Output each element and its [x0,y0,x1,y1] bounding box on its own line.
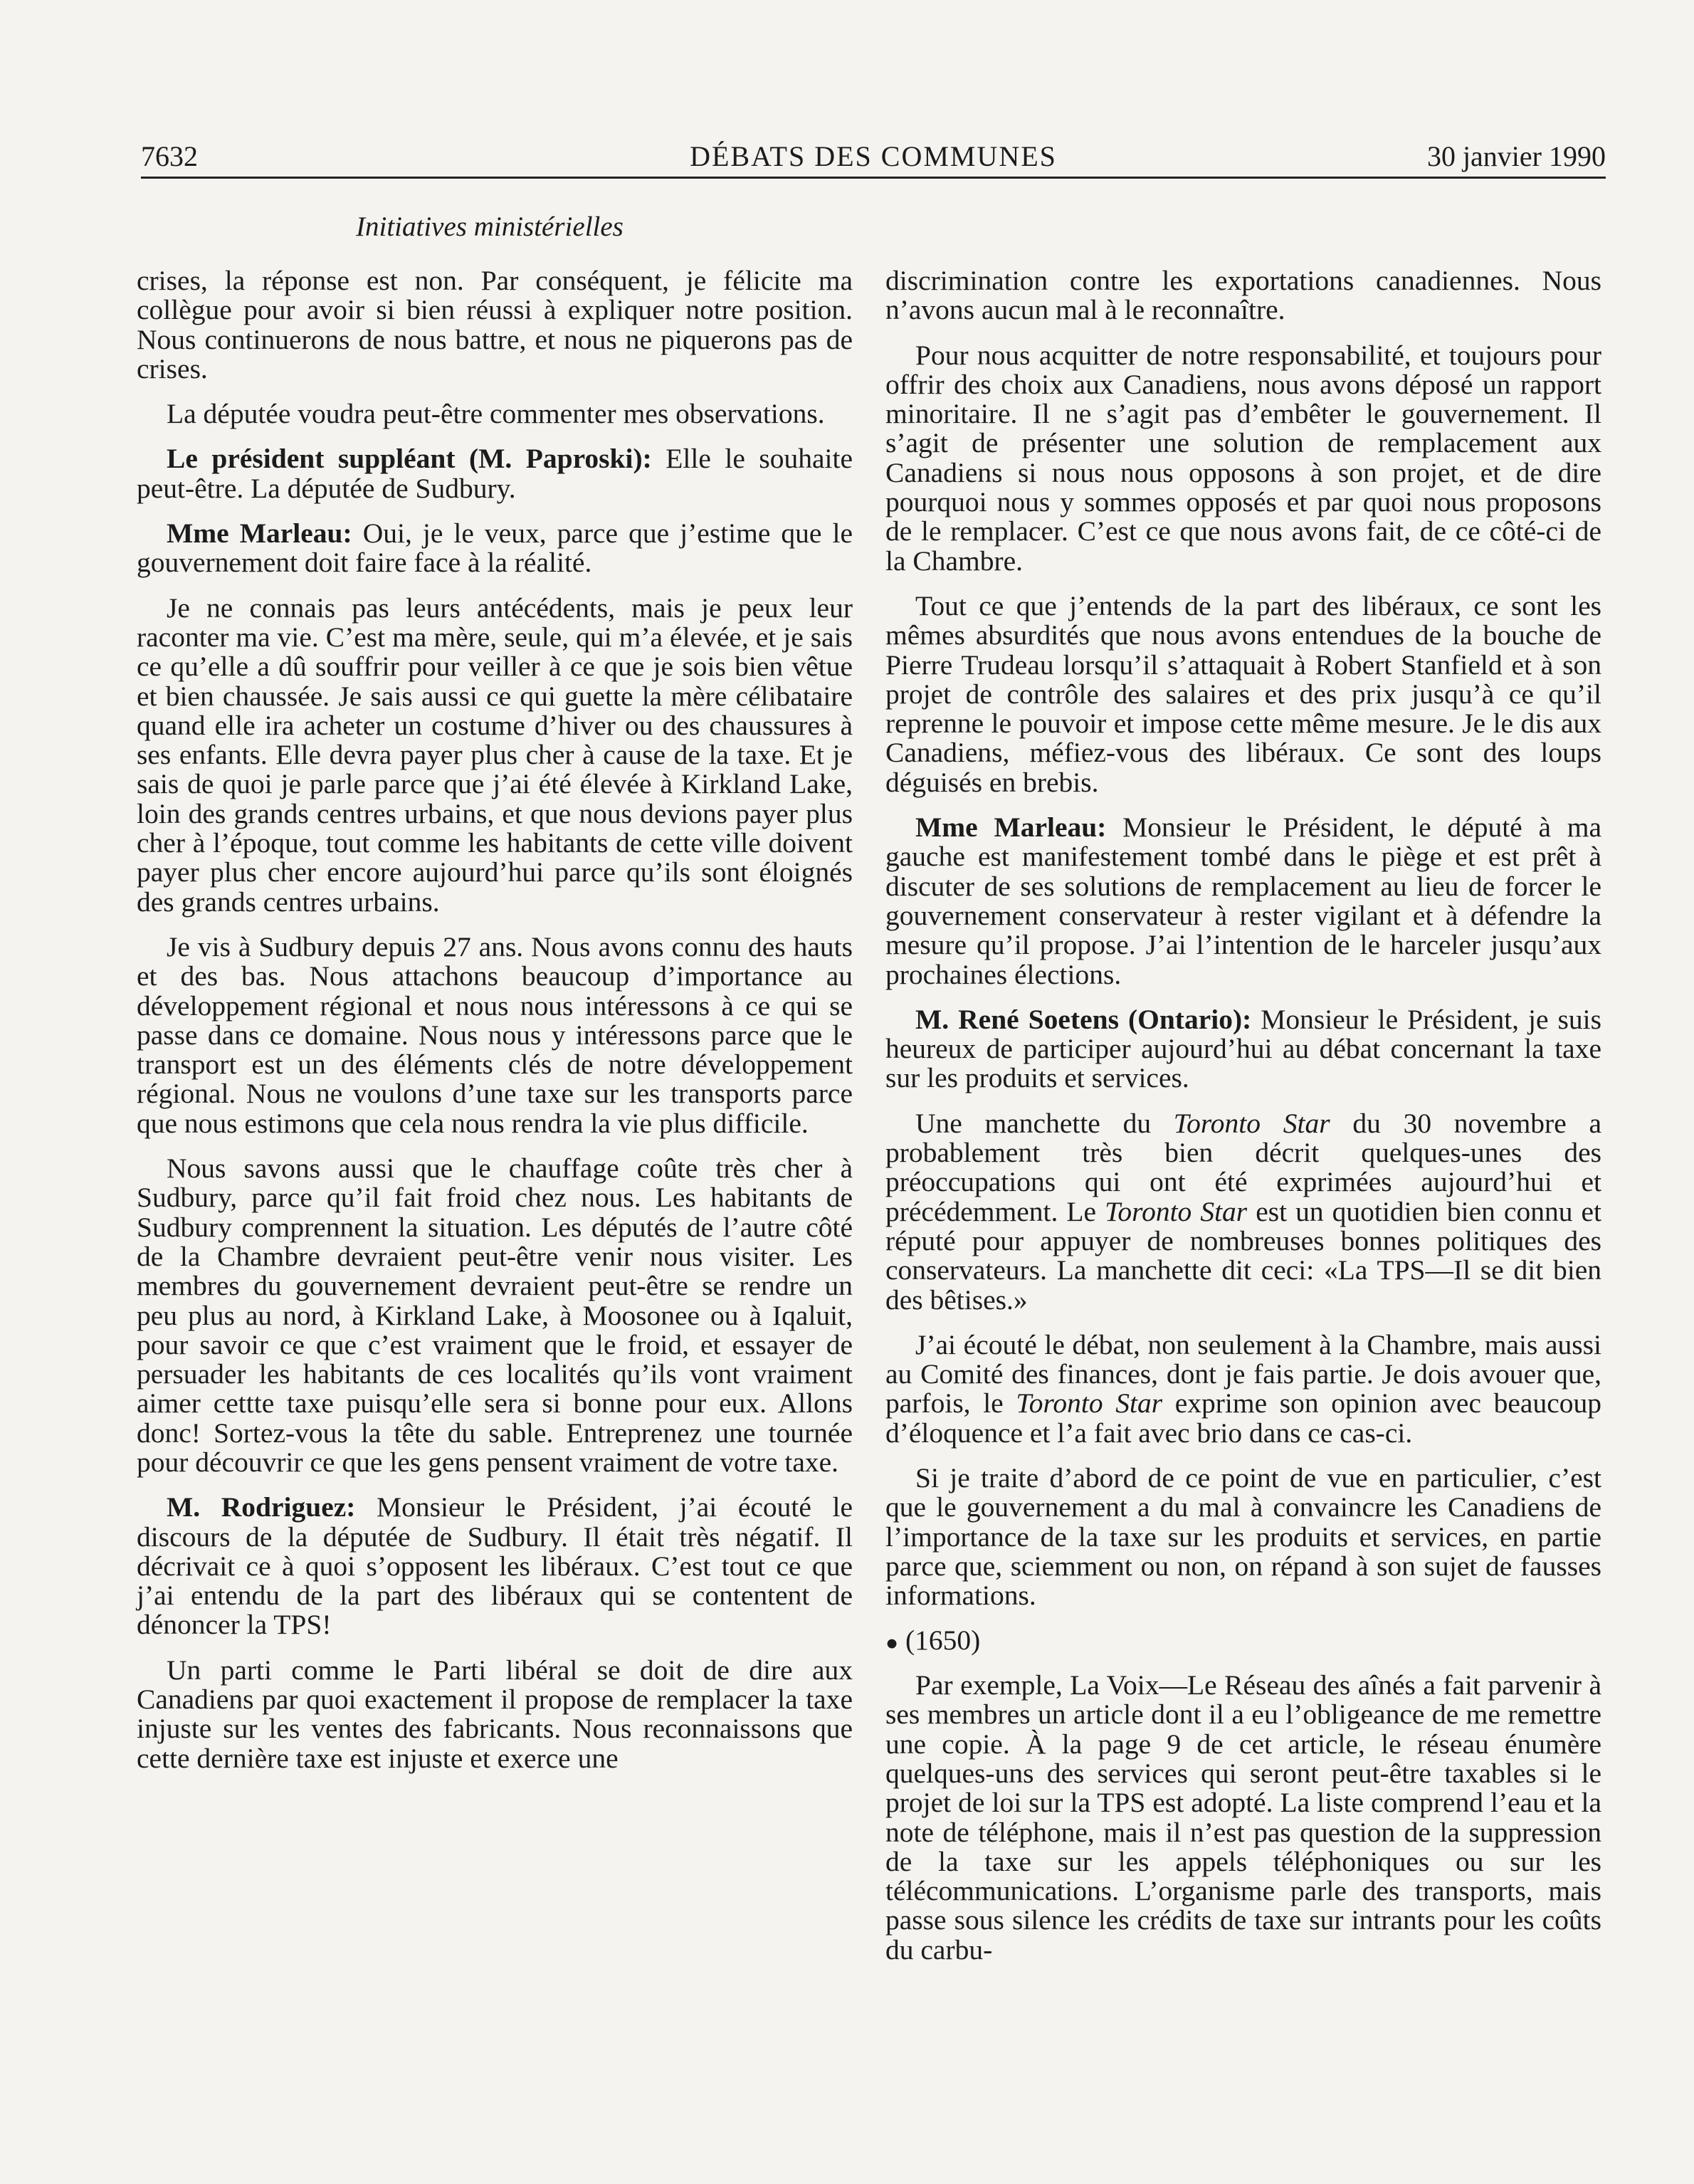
left-column [137,266,853,1789]
section-label: Initiatives ministérielles [356,211,624,242]
speech-text: Monsieur le Président, j’ai écouté le discours de la députée de Sudbury. Il était très négatif. Il décrivait ce à quoi s’opposent les libéraux. C’est tout ce que j’ai entendu de la part des libéraux qui se contentent de dénoncer la TPS! [137,1491,853,1641]
paragraph: Je vis à Sudbury depuis 27 ans. Nous avons connu des hauts et des bas. Nous attachons beaucoup d’importance au développement régional et nous nous intéressons à ce qui se passe dans ce domaine. Nous nous y intéressons parce que le transport est un des éléments clés de notre développement régional. Nous ne voulons d’une taxe sur les transports parce que nous estimons que cela nous rendra la vie plus difficile. [137,930,853,1139]
paragraph: Je ne connais pas leurs antécédents, mais je peux leur raconter ma vie. C’est ma mère, seule, qui m’a élevée, et je sais ce qu’elle a dû souffrir pour veiller à ce que je sois bien vêtue et bien chaussée. Je sais aussi ce qui guette la mère célibataire quand elle ira acheter un costume d’hiver ou des chaussures à ses enfants. Elle devra payer plus cher à cause de la taxe. Et je sais de quoi je parle parce que j’ai été élevée à Kirkland Lake, loin des grands centres urbains, et que nous devions payer plus cher à l’époque, tout comme les habitants de cette ville doivent payer plus cher encore aujourd’hui parce qu’ils sont éloignés des grands centres urbains. [137,592,853,918]
paragraph [885,1109,1601,1315]
speaker-name: M. Rodriguez: [167,1491,356,1523]
paragraph [137,444,853,503]
bullet-icon: ● [885,1631,899,1655]
text-run: J’ai écouté le débat, non seulement à la Chambre, mais aussi au Comité des finances, dont je fais partie. Je dois avouer que, parfois, le [885,1328,1601,1419]
journal-title: DÉBATS DES COMMUNES [690,140,1057,172]
speaker-name: Mme Marleau: [167,518,352,550]
speaker-name: M. René Soetens (Ontario): [915,1003,1252,1035]
paragraph [885,1005,1601,1093]
paragraph: Nous savons aussi que le chauffage coûte très cher à Sudbury, parce qu’il fait froid chez nous. Les habitants de Sudbury comprennent la situation. Les députés de l’autre côté de la Chambre devraient peut-être venir nous visiter. Les membres du gouvernement devraient peut-être se rendre un peu plus au nord, à Kirkland Lake, à Moosonee ou à Iqaluit, pour savoir ce que c’est vraiment que le froid, et essayer de persuader les habitants de ces localités qu’ils vont vraiment aimer cettte taxe puisqu’elle sera si bonne pour eux. Allons donc! Sortez-vous la tête du sable. Entreprenez une tournée pour découvrir ce que les gens pensent vraiment de votre taxe. [137,1153,853,1478]
time-marker-text: (1650) [905,1624,981,1657]
speech-text: Monsieur le Président, je suis heureux de participer aujourd’hui au débat concernant la taxe sur les produits et services. [885,1003,1601,1094]
speaker-name: Mme Marleau: [915,812,1107,844]
speech-text: Elle le souhaite peut-être. La députée de Sudbury. [137,443,853,504]
paragraph: Si je traite d’abord de ce point de vue en particulier, c’est que le gouvernement a du mal à convaincre les Canadiens de l’importance de la taxe sur les produits et services, en partie parce que, sciemment ou non, on répand à son sujet de fausses informations. [885,1461,1601,1612]
newspaper-name: Toronto Star [1173,1107,1330,1139]
text-run: du 30 novembre a probablement très bien décrit quelques-unes des préoccupations qui ont été exprimées aujourd’hui et précédemment. Le [885,1107,1601,1227]
paragraph: discrimination contre les exportations canadiennes. Nous n’avons aucun mal à le reconnaître. [885,265,1601,326]
paragraph: Un parti comme le Parti libéral se doit de dire aux Canadiens par quoi exactement il propose de remplacer la taxe injuste sur les ventes des fabricants. Nous reconnaissons que cette dernière taxe est injuste et exerce une [137,1654,853,1774]
paragraph [137,1493,853,1639]
paragraph [885,1330,1601,1448]
paragraph: Par exemple, La Voix—Le Réseau des aînés a fait parvenir à ses membres un article dont il a eu l’obligeance de me remettre une copie. À la page 9 de cet article, le réseau énumère quelques-uns des services qui seront peut-être taxables si le projet de loi sur la TPS est adopté. La liste comprend l’eau et la note de téléphone, mais il n’est pas question de la suppression de la taxe sur les appels téléphoniques ou sur les télécommunications. L’organisme parle des transports, mais passe sous silence les crédits de taxe sur intrants pour les coûts du carbu- [885,1669,1601,1965]
speaker-name: Le président suppléant (M. Paproski): [167,443,652,475]
paragraph [137,519,853,578]
paragraph: Tout ce que j’entends de la part des libéraux, ce sont les mêmes absurdités que nous avons entendues de la bouche de Pierre Trudeau lorsqu’il s’attaquait à Robert Stanfield et à son projet de contrôle des salaires et des prix jusqu’à ce qu’il reprenne le pouvoir et impose cette même mesure. Je le dis aux Canadiens, méfiez-vous des libéraux. Ce sont des loups déguisés en brebis. [885,589,1601,798]
text-run: Une manchette du [915,1107,1174,1139]
paragraph [885,813,1601,989]
header-date: 30 janvier 1990 [1426,140,1606,172]
page-header [141,134,1606,179]
paragraph: Pour nous acquitter de notre responsabilité, et toujours pour offrir des choix aux Canadiens, nous avons déposé un rapport minoritaire. Il ne s’agit pas d’embêter le gouvernement. Il s’agit de présenter une solution de remplacement aux Canadiens si nous nous opposons à son projet, et de dire pourquoi nous y sommes opposés et par quoi nous proposons de le remplacer. C’est ce que nous avons fait, de ce côté-ci de la Chambre. [885,339,1601,577]
speech-text: Monsieur le Président, le député à ma gauche est manifestement tombé dans le piège et est prêt à discuter de ses solutions de remplacement au lieu de forcer le gouvernement conservateur à rester vigilant et à défendre la mesure qu’il propose. J’ai l’intention de le harceler jusqu’aux prochaines élections. [885,812,1601,990]
newspaper-name: Toronto Star [1105,1195,1248,1227]
paragraph: crises, la réponse est non. Par conséquent, je félicite ma collègue pour avoir si bien réussi à expliquer notre position. Nous continuerons de nous battre, et nous ne piquerons pas de crises. [137,265,853,384]
text-run: est un quotidien bien connu et réputé pour appuyer de nombreuses bonnes politiques des conservateurs. La manchette dit ceci: «La TPS—Il se dit bien des bêtises.» [885,1195,1601,1316]
time-marker [885,1626,1601,1658]
speech-text: Oui, je le veux, parce que j’estime que le gouvernement doit faire face à la réalité. [137,518,853,579]
text-run: exprime son opinion avec beaucoup d’éloquence et l’a fait avec brio dans ce cas-ci. [885,1387,1601,1449]
paragraph: La députée voudra peut-être commenter mes observations. [167,398,825,430]
right-column [885,266,1601,1980]
newspaper-name: Toronto Star [1016,1387,1163,1419]
page-number: 7632 [141,140,198,172]
